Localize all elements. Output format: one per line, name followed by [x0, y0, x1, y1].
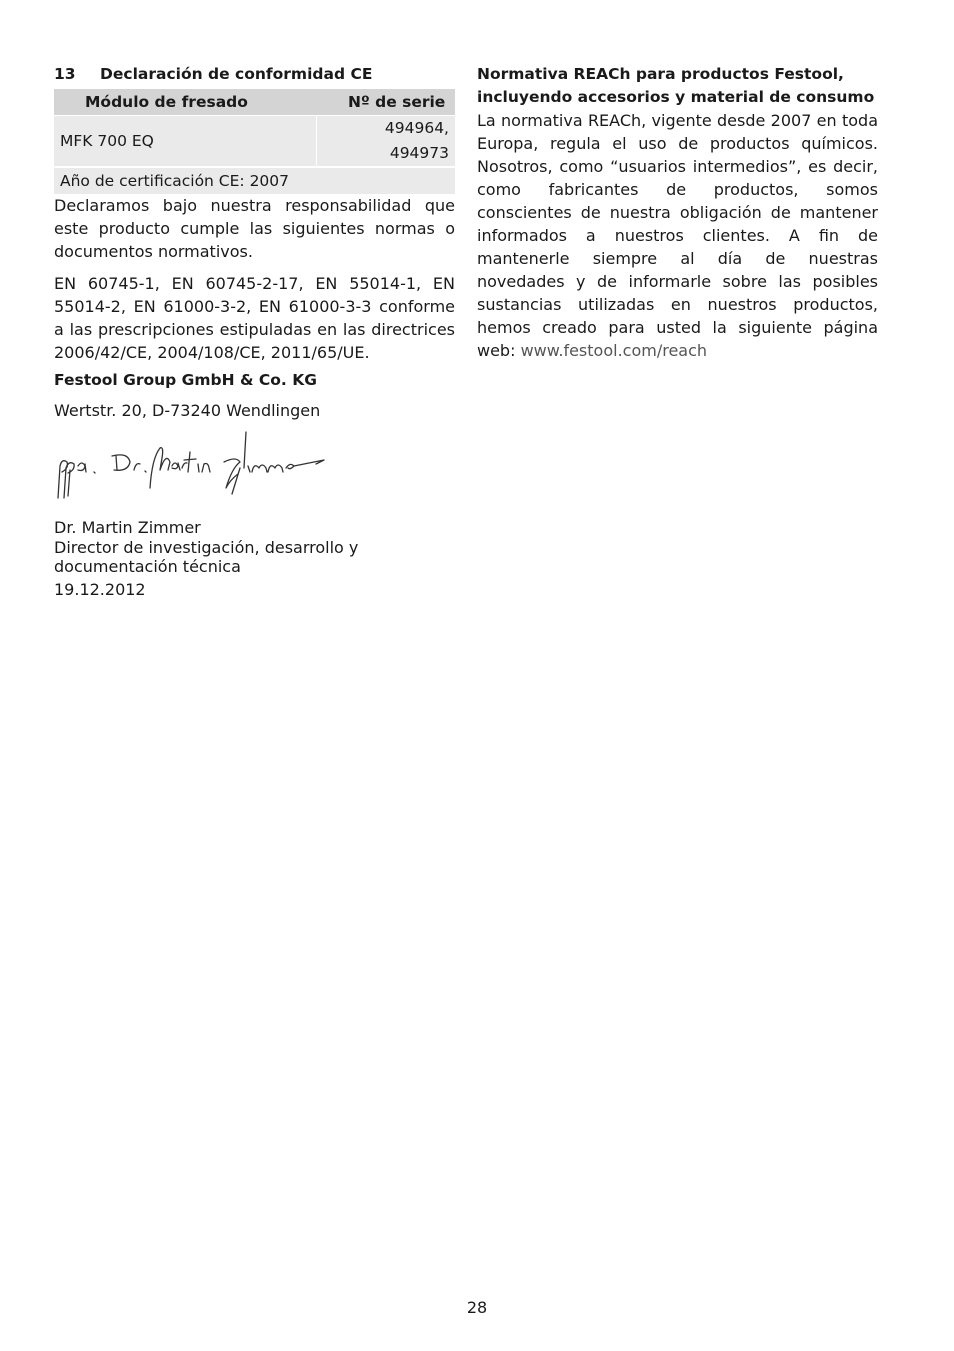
signature-image [54, 428, 329, 503]
declaration-paragraph: Declaramos bajo nuestra responsabilidad que este producto cumple las siguientes normas o documentos normativos. [54, 196, 455, 261]
company-name: Festool Group GmbH & Co. KG [54, 371, 317, 389]
table-cell-serial: 494964, 494973 [316, 116, 455, 168]
declaration-section [54, 63, 455, 364]
company-address: Wertstr. 20, D-73240 Wendlingen [54, 401, 321, 420]
standards-paragraph: EN 60745-1, EN 60745-2-17, EN 55014-1, EN 55014-2, EN 61000-3-2, EN 61000-3-3 conforme a las prescripciones estipuladas en las directrices 2006/42/CE, 2004/108/CE, 2011/65/UE. [54, 274, 455, 362]
signer-date: 19.12.2012 [54, 579, 146, 599]
signer-block [54, 518, 455, 599]
section-title: Declaración de conformidad CE [100, 65, 373, 83]
table-cell-model: MFK 700 EQ [54, 116, 316, 168]
table-header-module: Módulo de fresado [54, 89, 316, 116]
section-heading [54, 63, 455, 85]
page-number: 28 [466, 1298, 488, 1317]
table-row-cert-year [54, 167, 455, 194]
section-number: 13 [54, 65, 76, 83]
reach-heading: Normativa REACh para productos Festool, incluyendo accesorios y material de consumo [477, 65, 875, 106]
table-cell-cert-year: Año de certificación CE: 2007 [54, 167, 455, 194]
table-header-row [54, 89, 455, 116]
reach-link[interactable]: www.festool.com/reach [520, 341, 708, 360]
table-row [54, 116, 455, 168]
signer-name: Dr. Martin Zimmer [54, 518, 201, 537]
table-header-serial: Nº de serie [316, 89, 455, 116]
reach-body: La normativa REACh, vigente desde 2007 en toda Europa, regula el uso de productos químicos. Nosotros, como “usuarios intermedios”, es decir, como fabricantes de productos, somos conscientes de nuestra obligación de mantener informados a nuestros clientes. A fin de mantenerle siempre al día de nuestras novedades y de informarle sobre las posibles sustancias utilizadas en nuestros productos, hemos creado para usted la siguiente página web: [477, 111, 878, 360]
reach-paragraph [477, 109, 878, 362]
signer-title: Director de investigación, desarrollo y documentación técnica [54, 537, 359, 576]
product-table [54, 89, 455, 194]
reach-section [477, 63, 878, 362]
